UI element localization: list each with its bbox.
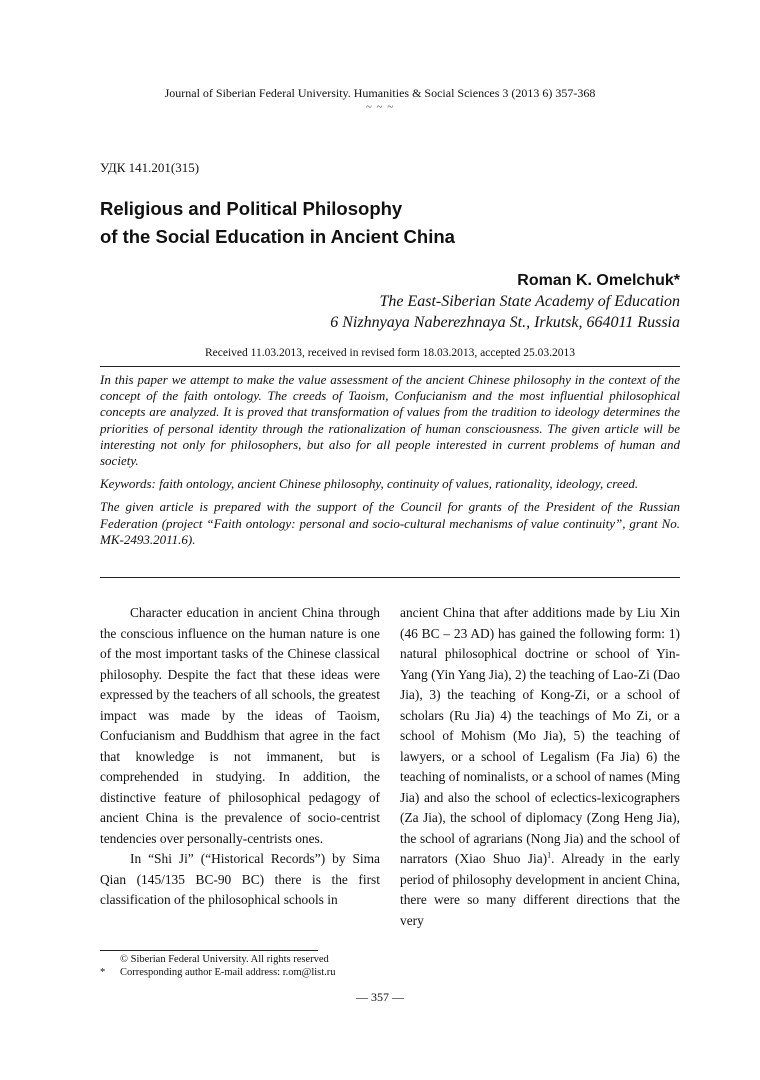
affiliation-line-2: 6 Nizhnyaya Naberezhnaya St., Irkutsk, 664011 Russia [330,314,680,331]
journal-header: Journal of Siberian Federal University. Humanities & Social Sciences 3 (2013 6) 357-368 [164,86,596,100]
body-paragraph: Character education in ancient China through the conscious influence on the human nature is one of the most important tasks of the Chinese classical philosophy. Despite the fact that these ideas were expressed by the teachers of all schools, the greatest impact was made by the ideas of Taoism, Confucianism and Buddhism that agree in the fact that knowledge is not immanent, but is comprehended in studying. In addition, the distinctive feature of philosophical pedagogy of ancient China is the prevalence of socio-centrist tendencies over personally-centrists ones. [100,605,380,846]
abstract-top-rule [100,366,680,367]
body-paragraph [400,603,680,931]
body-paragraph: In “Shi Ji” (“Historical Records”) by Sima Qian (145/135 BC-90 BC) there is the first classification of the philosophical schools in [100,851,380,907]
received-dates: Received 11.03.2013, received in revised form 18.03.2013, accepted 25.03.2013 [204,347,576,359]
footnote-rule [100,950,318,951]
copyright-note: © Siberian Federal University. All rights reserved [120,954,329,965]
body-column-left [100,603,380,911]
header-separator: ~ ~ ~ [365,101,395,113]
affiliation-line-1: The East-Siberian State Academy of Education [379,293,680,310]
keywords: Keywords: faith ontology, ancient Chinese philosophy, continuity of values, rationality, ideology, creed. [100,476,639,492]
body-column-right [400,603,680,931]
author-name: Roman K. Omelchuk* [517,272,680,289]
title-line-1: Religious and Political Philosophy [100,198,403,219]
corresponding-email: Corresponding author E-mail address: r.om@list.ru [120,967,336,978]
abstract-text: In this paper we attempt to make the value assessment of the ancient Chinese philosophy in the context of the concept of the faith ontology. The creeds of Taoism, Confucianism and the most influential philosophical concepts are analyzed. It is proved that transformation of values from the tradition to ideology determines the priorities of personal identity through the rationalization of human consciousness. The given article will be interesting not only for philosophers, but also for all people interested in current problems of human and society. [100,372,680,469]
body-text: ancient China that after additions made by Liu Xin (46 BC – 23 AD) has gained the following form: 1) natural philosophical doctrine or school of Yin-Yang (Yin Yang Jia), 2) the teaching of Lao-Zi (Dao Jia), 3) the teaching of Kong-Zi, or a school of scholars (Ru Jia) 4) the teachings of Mo Zi, or a school of Mohism (Mo Jia), 5) the teaching of lawyers, or a school of Legalism (Fa Jia) 6) the teaching of nominalists, or a school of names (Ming Jia) and also the school of eclectics-lexicographers (Za Jia), the school of diplomacy (Zong Heng Jia), the school of agrarians (Nong Jia) and the school of narrators (Xiao Shuo Jia) [400,605,680,866]
abstract-block [100,372,680,555]
article-title [100,195,660,251]
abstract-bottom-rule [100,577,680,578]
footnote-star: * [100,967,106,978]
author-block [330,270,680,333]
funding-note: The given article is prepared with the support of the Council for grants of the President of the Russian Federation (project “Faith ontology: personal and socio-cultural mechanisms of value continuity”, grant No. MK-2493.2011.6). [100,499,680,547]
title-line-2: of the Social Education in Ancient China [100,226,455,247]
footnote-ref[interactable]: 1 [547,850,552,860]
corresponding-author-note [100,966,336,979]
page-number: — 357 — [356,990,404,1004]
body-text: . Already in the early period of philosophy development in ancient China, there were so many different directions that the very [400,851,680,928]
udk-code: УДК 141.201(315) [100,160,200,175]
